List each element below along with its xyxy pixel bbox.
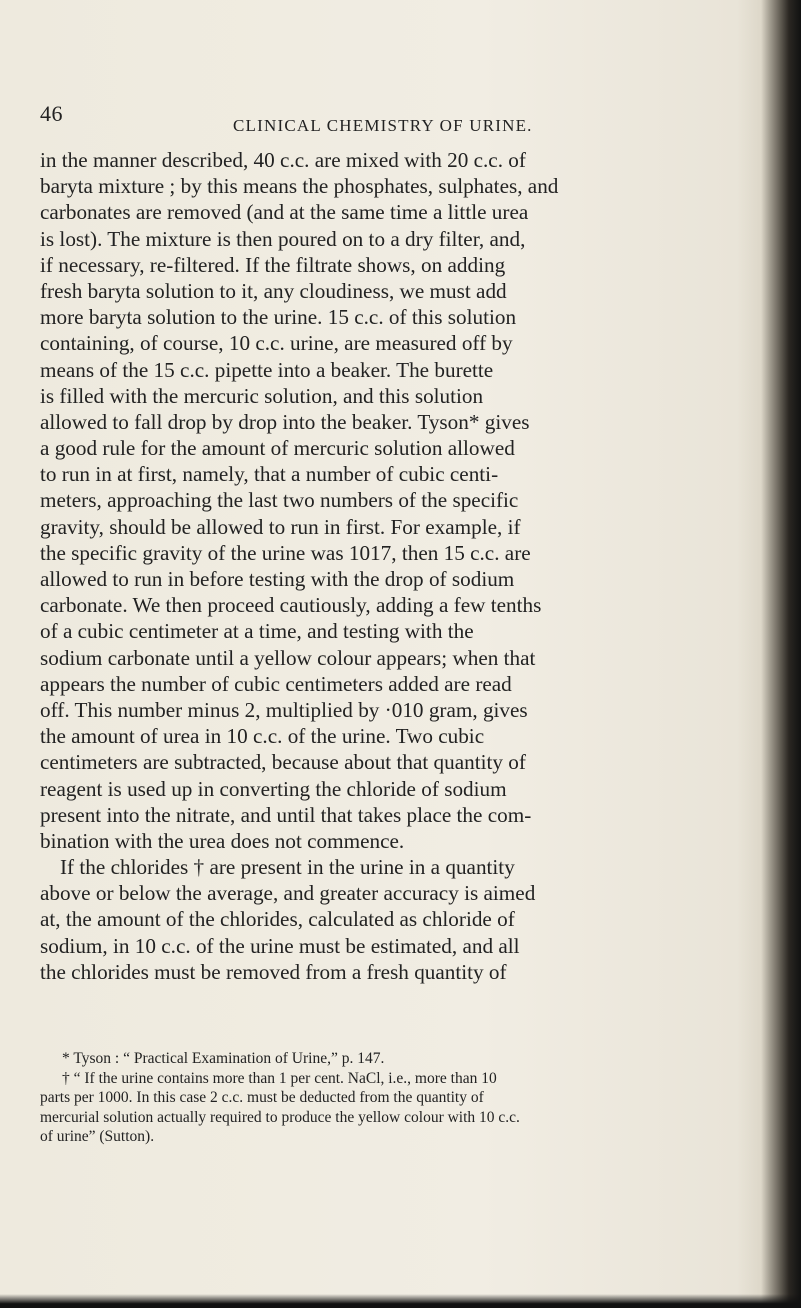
page-binding-shadow	[761, 0, 801, 1308]
body-line: the amount of urea in 10 c.c. of the urine. Two cubic	[40, 724, 485, 749]
body-line: centimeters are subtracted, because about that quantity of	[40, 750, 526, 775]
running-head: CLINICAL CHEMISTRY OF URINE.	[233, 116, 533, 135]
body-line: means of the 15 c.c. pipette into a beaker. The burette	[40, 357, 494, 382]
body-line: baryta mixture ; by this means the phosphates, sulphates, and	[40, 174, 559, 199]
body-line: in the manner described, 40 c.c. are mixed with 20 c.c. of	[40, 148, 526, 172]
body-line: at, the amount of the chlorides, calculated as chloride of	[40, 907, 515, 932]
page-number: 46	[40, 101, 63, 126]
body-line: of a cubic centimeter at a time, and testing with the	[40, 619, 474, 644]
body-line: containing, of course, 10 c.c. urine, are measured off by	[40, 331, 513, 356]
body-line: if necessary, re-filtered. If the filtrate shows, on adding	[40, 252, 506, 277]
body-text	[40, 147, 740, 985]
body-line: carbonates are removed (and at the same time a little urea	[40, 200, 529, 225]
body-line: the specific gravity of the urine was 1017, then 15 c.c. are	[40, 540, 531, 565]
page-bottom-shadow	[0, 1294, 801, 1308]
footnote-sutton: † “ If the urine contains more than 1 per cent. NaCl, i.e., more than 10	[62, 1069, 497, 1087]
body-line: is lost). The mixture is then poured on to a dry filter, and,	[40, 226, 526, 251]
body-line: sodium carbonate until a yellow colour appears; when that	[40, 645, 536, 670]
body-line: above or below the average, and greater accuracy is aimed	[40, 881, 536, 906]
body-line: allowed to run in before testing with the drop of sodium	[40, 567, 515, 591]
body-line: the chlorides must be removed from a fresh quantity of	[40, 959, 507, 984]
footnote-line: parts per 1000. In this case 2 c.c. must be deducted from the quantity of	[40, 1089, 484, 1106]
footnotes	[40, 1049, 740, 1147]
body-line: gravity, should be allowed to run in first. For example, if	[40, 514, 521, 539]
body-line: reagent is used up in converting the chloride of sodium	[40, 776, 507, 801]
body-line: sodium, in 10 c.c. of the urine must be estimated, and all	[40, 933, 520, 958]
footnote-line: mercurial solution actually required to produce the yellow colour with 10 c.c.	[40, 1108, 520, 1126]
body-line-paragraph-start: If the chlorides † are present in the urine in a quantity	[60, 855, 515, 880]
body-line: a good rule for the amount of mercuric solution allowed	[40, 436, 515, 461]
body-line: carbonate. We then proceed cautiously, adding a few tenths	[40, 593, 542, 618]
footnote-line: of urine” (Sutton).	[40, 1128, 155, 1145]
body-line: fresh baryta solution to it, any cloudiness, we must add	[40, 278, 507, 303]
body-line: allowed to fall drop by drop into the beaker. Tyson* gives	[40, 409, 530, 434]
footnote-tyson: * Tyson : “ Practical Examination of Urine,” p. 147.	[62, 1050, 385, 1067]
body-line: to run in at first, namely, that a number of cubic centi-	[40, 462, 499, 487]
body-line: off. This number minus 2, multiplied by ·010 gram, gives	[40, 697, 528, 722]
body-line: present into the nitrate, and until that takes place the com-	[40, 802, 532, 827]
body-line: bination with the urea does not commence.	[40, 828, 405, 853]
body-line: more baryta solution to the urine. 15 c.c. of this solution	[40, 305, 517, 330]
body-line: appears the number of cubic centimeters added are read	[40, 671, 512, 696]
body-line: meters, approaching the last two numbers of the specific	[40, 488, 519, 513]
body-line: is filled with the mercuric solution, and this solution	[40, 383, 484, 408]
